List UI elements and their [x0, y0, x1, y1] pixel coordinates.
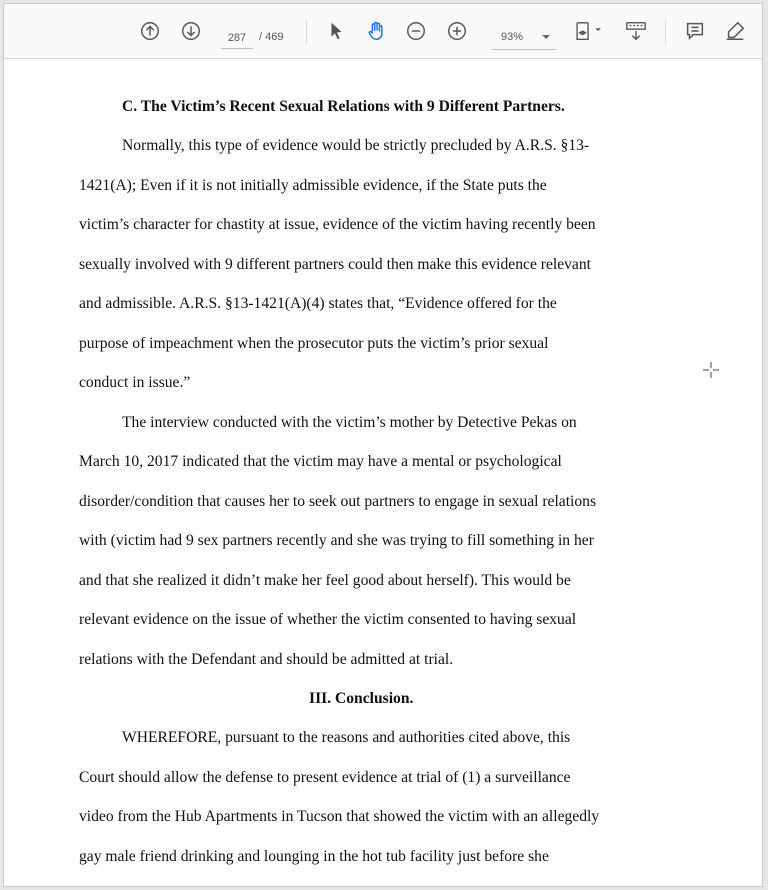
zoom-value: 93%	[501, 31, 524, 43]
next-page-icon[interactable]	[179, 19, 203, 43]
text-line: victim’s character for chastity at issue, evidence of the victim having recently been	[79, 216, 596, 233]
document-page	[4, 59, 762, 887]
toolbar-divider	[665, 20, 666, 44]
text-line: The interview conducted with the victim’s mother by Detective Pekas on	[122, 414, 577, 431]
toolbar-divider	[306, 20, 307, 44]
prev-page-icon[interactable]	[138, 19, 162, 43]
pdf-viewer-window	[3, 3, 763, 887]
text-line: relations with the Defendant and should be admitted at trial.	[79, 651, 454, 668]
highlight-icon[interactable]	[723, 19, 747, 43]
text-line: Court should allow the defense to present evidence at trial of (1) a surveillance	[79, 769, 571, 786]
text-line: and that she realized it didn’t make her feel good about herself). This would be	[79, 572, 571, 589]
zoom-dropdown[interactable]	[492, 25, 556, 50]
text-line: and admissible. A.R.S. §13-1421(A)(4) states that, “Evidence offered for the	[79, 295, 557, 312]
text-line: gay male friend drinking and lounging in the hot tub facility just before she	[79, 848, 549, 865]
text-line: video from the Hub Apartments in Tucson that showed the victim with an allegedly	[79, 808, 600, 825]
text-line: relevant evidence on the issue of whether the victim consented to having sexual	[79, 611, 577, 628]
crosshair-cursor-icon	[701, 360, 721, 380]
zoom-in-icon[interactable]	[445, 19, 469, 43]
text-line: 1421(A); Even if it is not initially admissible evidence, if the State puts the	[79, 177, 547, 194]
page-number-input[interactable]	[221, 28, 253, 49]
conclusion-heading: III. Conclusion.	[309, 690, 414, 707]
page-total: / 469	[259, 31, 284, 43]
text-line: March 10, 2017 indicated that the victim may have a mental or psychological	[79, 453, 562, 470]
text-line: purpose of impeachment when the prosecutor puts the victim’s prior sexual	[79, 335, 549, 352]
chevron-down-icon	[542, 35, 550, 39]
hand-tool-icon[interactable]	[364, 19, 388, 43]
section-heading: C. The Victim’s Recent Sexual Relations with 9 Different Partners.	[122, 98, 565, 115]
pdf-toolbar	[4, 4, 762, 59]
text-line: WHEREFORE, pursuant to the reasons and authorities cited above, this	[122, 729, 571, 746]
select-pointer-icon[interactable]	[324, 19, 348, 43]
zoom-out-icon[interactable]	[404, 19, 428, 43]
text-line: sexually involved with 9 different partners could then make this evidence relevant	[79, 256, 591, 273]
text-line: with (victim had 9 sex partners recently and she was trying to fill something in her	[79, 532, 594, 549]
text-line: Normally, this type of evidence would be strictly precluded by A.R.S. §13-	[122, 137, 590, 154]
scroll-mode-icon[interactable]	[622, 19, 650, 43]
comment-icon[interactable]	[683, 19, 707, 43]
text-line: disorder/condition that causes her to seek out partners to engage in sexual relations	[79, 493, 597, 510]
text-line: conduct in issue.”	[79, 374, 191, 391]
fit-page-icon[interactable]	[572, 19, 606, 43]
